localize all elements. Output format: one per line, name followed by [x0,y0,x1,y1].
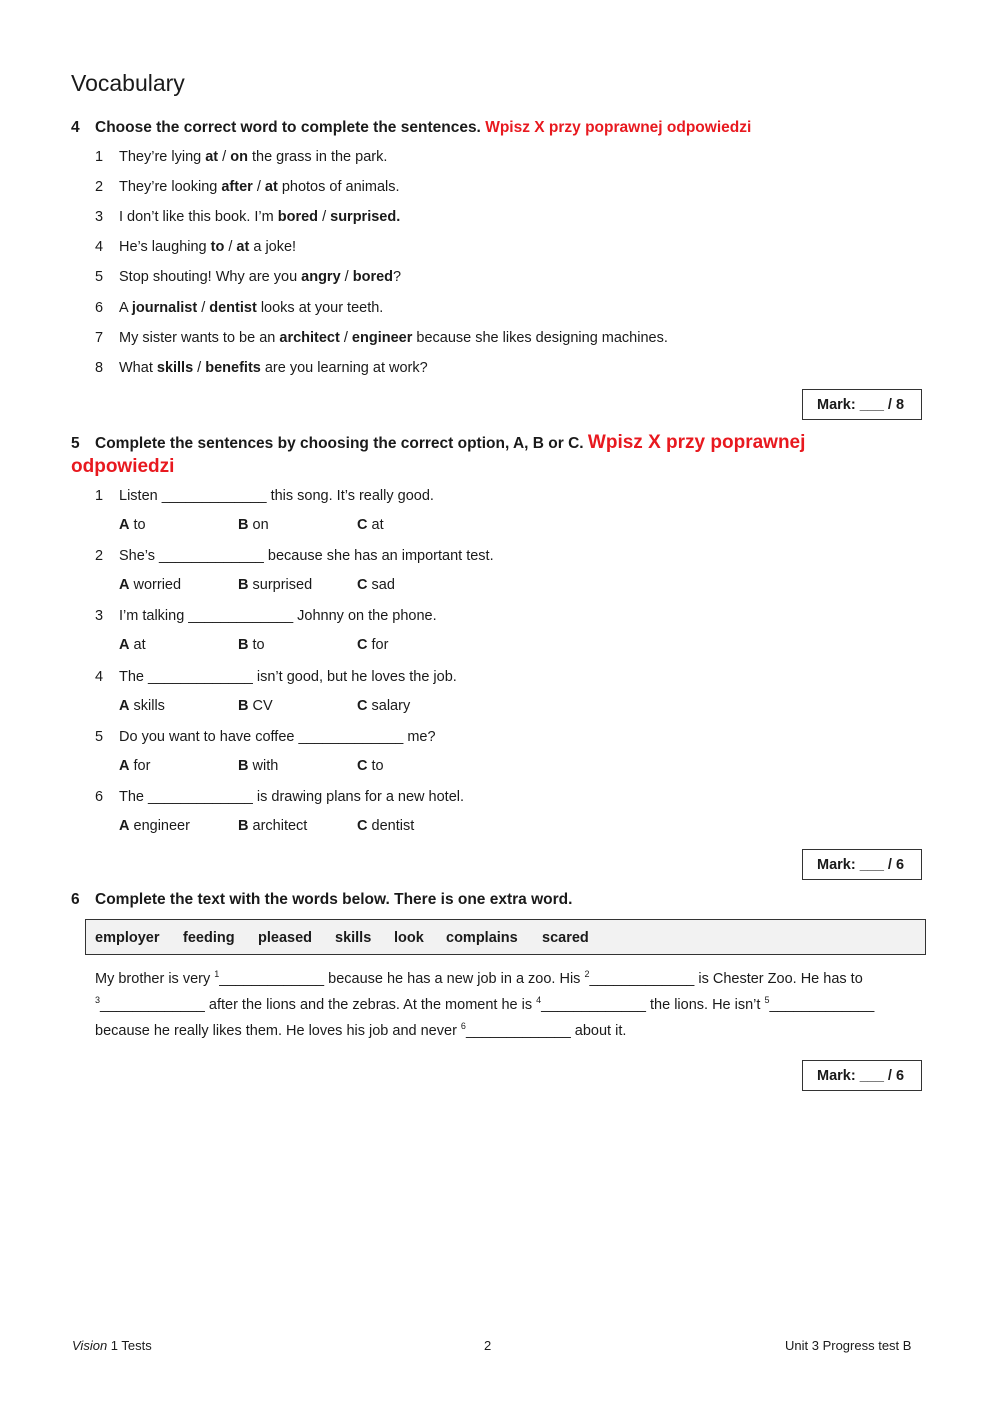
option-text: on [248,517,269,533]
option-letter: C [357,697,368,714]
option-text: salary [367,697,411,714]
q6-number: 6 [71,891,80,908]
answer-option[interactable] [238,637,265,653]
word-choice[interactable]: at [264,179,278,196]
word-choice[interactable]: on [230,149,248,165]
q5-item [95,487,434,505]
option-letter: B [238,757,249,774]
sentence-text: Listen _____________ this song. It’s really good. [119,488,434,504]
answer-option[interactable] [357,818,414,834]
q4-number: 4 [71,119,80,136]
word-choice[interactable]: journalist [131,299,198,316]
answer-option[interactable] [119,517,146,533]
option-text: worried [129,577,182,594]
item-number: 4 [95,668,104,685]
q4-item [95,208,400,226]
word-choice[interactable]: benefits [205,359,261,376]
gap-number: 2 [584,969,590,979]
item-number: 6 [95,789,104,805]
footer-series-title: Vision [72,1338,108,1353]
q5-number: 5 [71,435,80,452]
q5-heading [71,431,891,479]
word-choice[interactable]: skills [156,359,194,376]
paragraph-text: My brother is very [95,971,215,987]
word-bank-item: employer [95,930,160,946]
item-number: 4 [95,239,104,256]
option-text: to [367,757,384,774]
answer-option[interactable] [119,818,190,834]
word-choice[interactable]: at [236,239,250,256]
word-choice[interactable]: architect [279,329,340,346]
word-bank-item: pleased [258,930,312,946]
item-number: 7 [95,329,104,346]
q4-item [95,268,401,286]
q5-item [95,728,436,746]
sentence-text: The _____________ is drawing plans for a new hotel. [119,789,465,805]
q5-instruction-red: Wpisz X przy poprawnej odpowiedzi [71,432,806,477]
option-text: sad [367,577,395,594]
answer-option[interactable] [357,517,384,533]
item-number: 1 [95,149,104,165]
sentence-text: She’s _____________ because she has an important test. [119,548,494,565]
paragraph-line [95,992,935,1018]
option-letter: B [238,637,249,654]
sentence-text: / [252,179,265,196]
q4-item [95,359,428,377]
q4-item [95,299,383,317]
gap-number: 5 [764,995,770,1005]
answer-option[interactable] [357,758,384,774]
q4-item [95,329,668,347]
q4-item [95,148,387,166]
option-letter: A [119,757,130,774]
option-letter: A [119,697,130,714]
sentence-text: a joke! [249,239,297,256]
paragraph-text: _____________ [769,997,875,1013]
word-choice[interactable]: after [221,179,253,196]
paragraph-text: _____________ is Chester Zoo. He has to [589,971,863,987]
answer-option[interactable] [238,577,312,593]
sentence-text: I’m talking _____________ Johnny on the phone. [119,608,437,625]
q4-instruction-red: Wpisz X przy poprawnej odpowiedzi [485,119,752,136]
option-letter: A [119,577,130,594]
q4-heading [71,119,751,137]
paragraph-line [95,1018,935,1044]
item-number: 5 [95,269,104,286]
option-letter: A [119,517,130,533]
q5-item [95,668,457,686]
gap-number: 6 [460,1021,466,1031]
sentence-text: They’re looking [119,179,222,196]
sentence-text: are you learning at work? [260,359,428,376]
q4-item [95,238,296,256]
word-choice[interactable]: bored [277,209,319,226]
answer-option[interactable] [238,698,273,714]
item-number: 8 [95,359,104,376]
sentence-text: Do you want to have coffee _____________ me? [119,728,436,745]
sentence-text: / [193,359,206,376]
option-letter: B [238,697,249,714]
sentence-text: I don’t like this book. I’m [119,209,278,226]
item-number: 1 [95,488,104,504]
answer-option[interactable] [238,758,278,774]
word-bank-item: complains [446,930,518,946]
option-text: to [129,517,146,533]
option-text: at [367,517,384,533]
option-text: at [129,637,146,654]
q5-instruction: Complete the sentences by choosing the correct option, A, B or C. [95,435,584,452]
sentence-text: because she likes designing machines. [412,329,668,346]
answer-option[interactable] [119,758,150,774]
option-letter: C [357,577,368,594]
answer-option[interactable] [357,637,388,653]
answer-option[interactable] [357,577,395,593]
word-bank-item: scared [542,930,589,946]
answer-option[interactable] [119,577,181,593]
word-choice[interactable]: angry [301,269,341,286]
paragraph-text: _____________ because he has a new job in a zoo. His [219,971,585,987]
sentence-text: / [340,269,353,286]
option-letter: B [238,577,249,594]
footer-page-number: 2 [484,1338,492,1353]
sentence-text: My sister wants to be an [119,329,280,346]
option-letter: B [238,517,249,533]
sentence-text: The _____________ isn’t good, but he loves the job. [119,668,457,685]
sentence-text: He’s laughing [119,239,211,256]
gap-number: 3 [95,995,101,1005]
word-choice[interactable]: engineer [351,329,413,346]
sentence-text: / [318,209,331,226]
sentence-text: / [224,239,237,256]
footer-right: Unit 3 Progress test B [785,1338,912,1353]
word-choice[interactable]: surprised. [330,209,401,226]
sentence-text: looks at your teeth. [256,299,384,316]
paragraph-text: _____________ the lions. He isn’t [541,997,765,1013]
q6-instruction: Complete the text with the words below. There is one extra word. [95,891,573,908]
answer-option[interactable] [238,818,307,834]
option-letter: C [357,757,368,774]
option-letter: C [357,637,368,654]
word-choice[interactable]: at [205,149,219,165]
option-text: architect [248,818,308,834]
gap-fill-paragraph [95,966,935,1044]
sentence-text: / [339,329,352,346]
q5-item [95,547,494,565]
word-choice[interactable]: dentist [209,299,257,316]
word-bank-item: skills [335,930,372,946]
option-letter: C [357,818,368,834]
option-text: engineer [129,818,190,834]
item-number: 3 [95,209,104,226]
sentence-text: ? [393,269,402,286]
word-bank-item: look [394,930,424,946]
option-text: for [367,637,389,654]
q4-item [95,178,400,196]
q4-instruction: Choose the correct word to complete the sentences. [95,119,481,136]
paragraph-line [95,966,935,992]
option-letter: B [238,818,249,834]
word-bank-item: feeding [183,930,235,946]
q5-mark-box: Mark: ___ / 6 [802,849,922,880]
sentence-text: They’re lying [119,149,206,165]
answer-option[interactable] [119,698,165,714]
q4-mark-box: Mark: ___ / 8 [802,389,922,420]
option-text: to [248,637,265,654]
q6-heading [71,891,572,909]
sentence-text: photos of animals. [277,179,400,196]
paragraph-text: _____________ about it. [465,1023,627,1039]
item-number: 2 [95,548,104,565]
word-bank [85,919,926,955]
option-text: dentist [367,818,415,834]
answer-option[interactable] [238,517,269,533]
option-letter: C [357,517,368,533]
paragraph-text: because he really likes them. He loves his job and never [95,1023,461,1039]
sentence-text: Stop shouting! Why are you [119,269,302,286]
option-text: for [129,757,151,774]
option-letter: A [119,637,130,654]
word-choice[interactable]: to [210,239,225,256]
option-text: skills [129,697,165,714]
option-text: CV [248,697,273,714]
q5-item [95,788,464,806]
q6-mark-box: Mark: ___ / 6 [802,1060,922,1091]
answer-option[interactable] [357,698,410,714]
sentence-text: A [119,299,132,316]
sentence-text: the grass in the park. [247,149,388,165]
option-letter: A [119,818,130,834]
option-text: with [248,757,279,774]
section-title: Vocabulary [71,70,185,96]
sentence-text: / [197,299,210,316]
item-number: 5 [95,728,104,745]
sentence-text: / [218,149,231,165]
answer-option[interactable] [119,637,146,653]
item-number: 2 [95,179,104,196]
footer-left [72,1338,152,1353]
sentence-text: What [119,359,157,376]
word-choice[interactable]: bored [352,269,394,286]
q5-item [95,607,437,625]
paragraph-text: _____________ after the lions and the zebras. At the moment he is [100,997,537,1013]
item-number: 3 [95,608,104,625]
option-text: surprised [248,577,313,594]
gap-number: 4 [536,995,542,1005]
footer-series-rest: 1 Tests [107,1338,152,1353]
item-number: 6 [95,299,104,316]
gap-number: 1 [214,969,220,979]
